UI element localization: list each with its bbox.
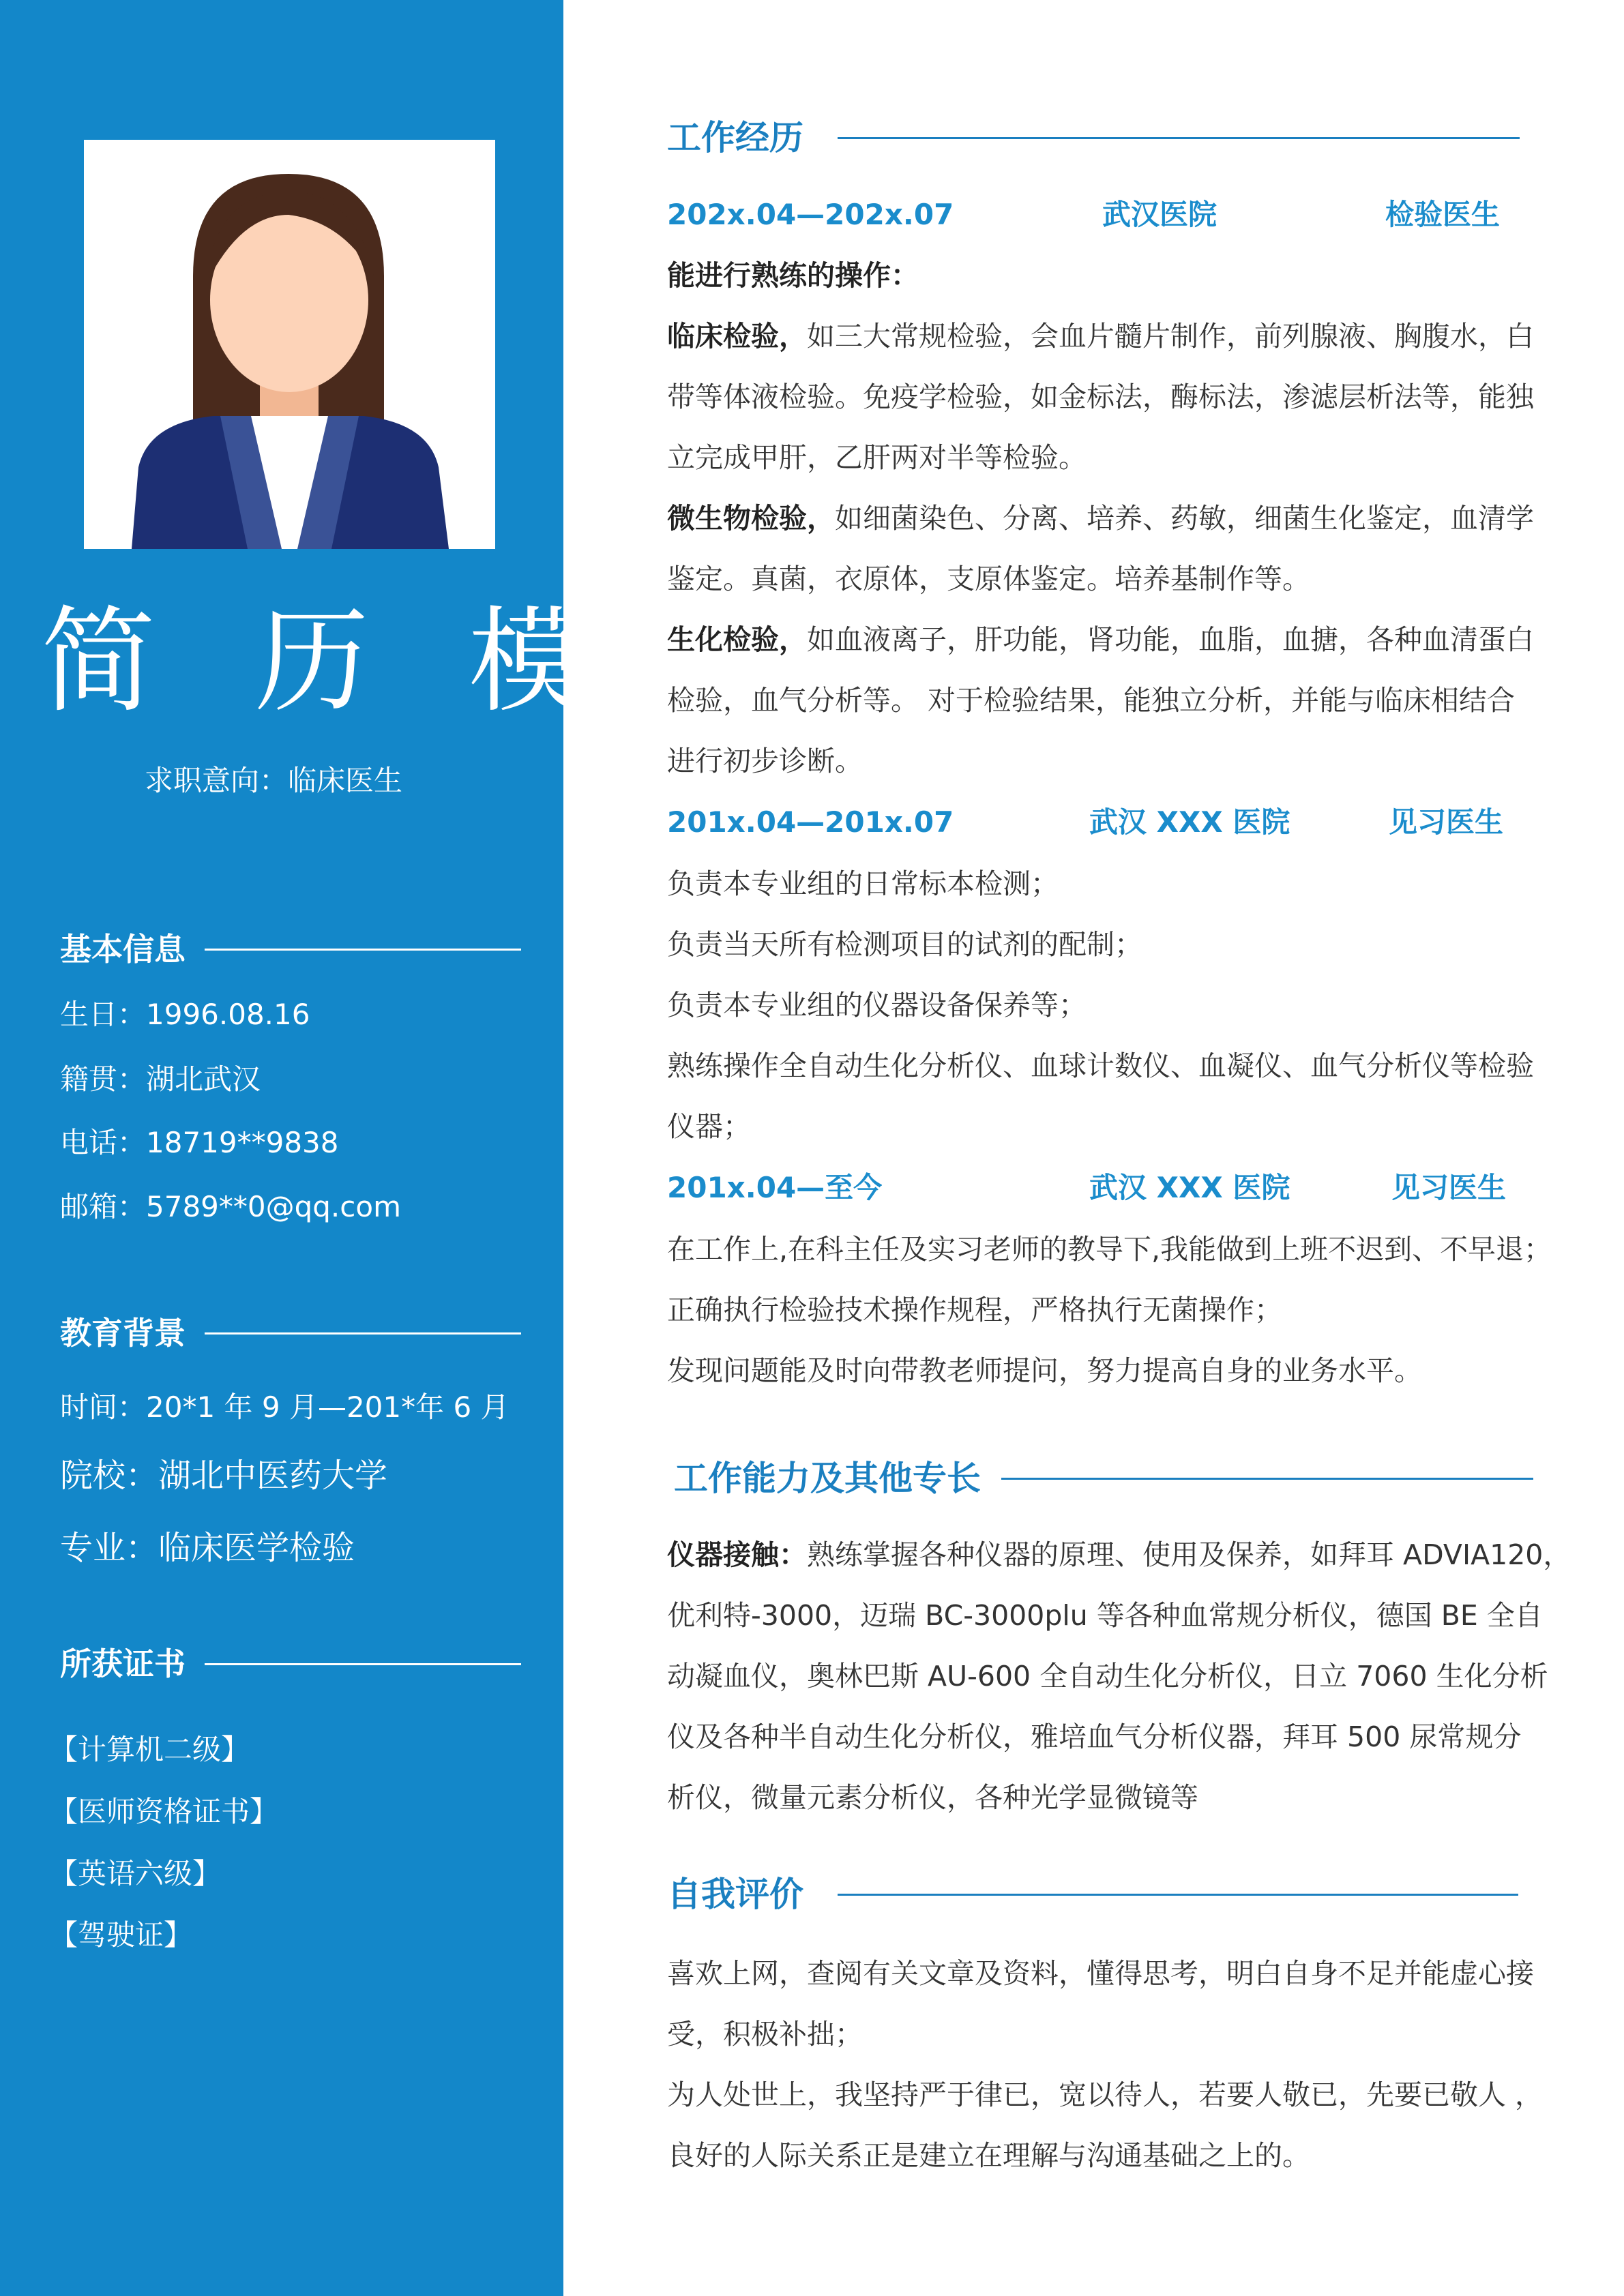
phone: 电话：18719**9838 bbox=[60, 1126, 339, 1159]
instrument-label: 仪器接触： bbox=[667, 1538, 807, 1571]
text-line: 喜欢上网，查阅有关文章及资料，懂得思考，明白自身不足并能虚心接 bbox=[667, 1957, 1534, 1990]
text-line: 如细菌染色、分离、培养、药敏，细菌生化鉴定，血清学 bbox=[835, 502, 1534, 535]
text-line: 熟练掌握各种仪器的原理、使用及保养，如拜耳 ADVIA120， bbox=[807, 1538, 1571, 1571]
microbiology-label: 微生物检验， bbox=[667, 502, 835, 535]
heading-divider bbox=[205, 1663, 521, 1665]
job-hospital: 武汉 XXX 医院 bbox=[1089, 805, 1290, 839]
text-line: 立完成甲肝，乙肝两对半等检验。 bbox=[667, 441, 1087, 474]
email: 邮箱：5789**0@qq.com bbox=[60, 1190, 401, 1223]
resume-title: 简 历 模 bbox=[41, 595, 615, 728]
sidebar bbox=[0, 0, 615, 2296]
job-description bbox=[667, 854, 1534, 1157]
text-line: 负责本专业组的日常标本检测； bbox=[667, 867, 1059, 900]
education-heading-text: 教育背景 bbox=[60, 1315, 186, 1352]
job-hospital: 武汉医院 bbox=[1102, 198, 1217, 231]
text-line: 仪及各种半自动生化分析仪，雅培血气分析仪器，拜耳 500 尿常规分 bbox=[667, 1720, 1522, 1753]
certificates-heading-text: 所获证书 bbox=[60, 1645, 186, 1682]
job-header bbox=[667, 1167, 1513, 1208]
work-heading-text: 工作经历 bbox=[667, 118, 803, 158]
text-line: 如血液离子，肝功能，肾功能，血脂，血搪，各种血清蛋白 bbox=[807, 623, 1534, 656]
job-description bbox=[667, 1219, 1552, 1401]
text-line: 发现问题能及时向带教老师提问，努力提高自身的业务水平。 bbox=[667, 1354, 1422, 1387]
certificates-heading bbox=[60, 1643, 521, 1684]
profile-photo bbox=[84, 140, 495, 549]
skills-heading bbox=[674, 1457, 1533, 1500]
skills-heading-text: 工作能力及其他专长 bbox=[674, 1459, 981, 1498]
job-role: 见习医生 bbox=[1391, 1171, 1507, 1204]
text-line: 进行初步诊断。 bbox=[667, 745, 863, 777]
job-period: 202x.04—202x.07 bbox=[667, 198, 954, 231]
heading-divider bbox=[838, 1894, 1518, 1896]
text-line: 负责当天所有检测项目的试剂的配制； bbox=[667, 928, 1142, 961]
job-objective: 求职意向：临床医生 bbox=[144, 764, 402, 797]
certificate-item: 【驾驶证】 bbox=[49, 1918, 193, 1952]
heading-divider bbox=[205, 949, 521, 951]
education-time: 时间：20*1 年 9 月—201*年 6 月 bbox=[60, 1390, 510, 1424]
heading-divider bbox=[838, 137, 1520, 139]
self-eval-description bbox=[667, 1943, 1544, 2186]
work-heading bbox=[667, 116, 1520, 160]
text-line: 在工作上,在科主任及实习老师的教导下,我能做到上班不迟到、不早退； bbox=[667, 1233, 1552, 1266]
education-school: 院校：湖北中医药大学 bbox=[60, 1457, 388, 1495]
birthday: 生日：1996.08.16 bbox=[60, 998, 310, 1031]
job-role: 见习医生 bbox=[1389, 805, 1504, 839]
self-eval-heading bbox=[667, 1873, 1518, 1916]
job-role: 检验医生 bbox=[1385, 198, 1501, 231]
basic-info-heading-text: 基本信息 bbox=[60, 931, 186, 968]
job-intro: 能进行熟练的操作： bbox=[667, 259, 919, 292]
biochem-label: 生化检验， bbox=[667, 623, 807, 656]
text-line: 良好的人际关系正是建立在理解与沟通基础之上的。 bbox=[667, 2139, 1310, 2172]
job-period: 201x.04—201x.07 bbox=[667, 805, 954, 839]
text-line: 正确执行检验技术操作规程，严格执行无菌操作； bbox=[667, 1294, 1282, 1326]
heading-divider bbox=[1001, 1478, 1533, 1480]
heading-divider bbox=[205, 1332, 521, 1335]
clinical-label: 临床检验， bbox=[667, 320, 807, 353]
text-line: 熟练操作全自动生化分析仪、血球计数仪、血凝仪、血气分析仪等检验 bbox=[667, 1049, 1534, 1082]
certificate-item: 【医师资格证书】 bbox=[49, 1795, 279, 1828]
basic-info-heading bbox=[60, 929, 521, 970]
text-line: 优利特-3000，迈瑞 BC-3000plu 等各种血常规分析仪，德国 BE 全自 bbox=[667, 1599, 1543, 1632]
text-line: 负责本专业组的仪器设备保养等； bbox=[667, 989, 1087, 1022]
hometown: 籍贯：湖北武汉 bbox=[60, 1062, 261, 1096]
skills-description bbox=[667, 1525, 1571, 1828]
text-line: 检验，血气分析等。 对于检验结果，能独立分析，并能与临床相结合 bbox=[667, 684, 1516, 717]
text-line: 动凝血仪，奥林巴斯 AU-600 全自动生化分析仪，日立 7060 生化分析 bbox=[667, 1660, 1548, 1693]
job-header bbox=[667, 802, 1513, 843]
self-eval-heading-text: 自我评价 bbox=[667, 1875, 803, 1914]
certificate-item: 【英语六级】 bbox=[49, 1857, 222, 1890]
education-heading bbox=[60, 1313, 521, 1354]
job-header bbox=[667, 194, 1513, 235]
job-period: 201x.04—至今 bbox=[667, 1171, 883, 1204]
text-line: 受，积极补拙； bbox=[667, 2018, 863, 2051]
job-description bbox=[667, 245, 1534, 792]
text-line: 带等体液检验。免疫学检验，如金标法，酶标法，渗滤层析法等，能独 bbox=[667, 381, 1534, 413]
text-line: 鉴定。真菌，衣原体，支原体鉴定。培养基制作等。 bbox=[667, 563, 1310, 595]
text-line: 析仪，微量元素分析仪，各种光学显微镜等 bbox=[667, 1781, 1198, 1814]
certificate-item: 【计算机二级】 bbox=[49, 1733, 250, 1766]
text-line: 为人处世上，我坚持严于律已，宽以待人，若要人敬已，先要已敬人 ， bbox=[667, 2078, 1544, 2111]
text-line: 仪器； bbox=[667, 1110, 751, 1143]
text-line: 如三大常规检验，会血片髓片制作，前列腺液、胸腹水，白 bbox=[807, 320, 1534, 353]
education-major: 专业：临床医学检验 bbox=[60, 1529, 355, 1567]
avatar-illustration bbox=[84, 140, 495, 549]
job-hospital: 武汉 XXX 医院 bbox=[1089, 1171, 1290, 1204]
